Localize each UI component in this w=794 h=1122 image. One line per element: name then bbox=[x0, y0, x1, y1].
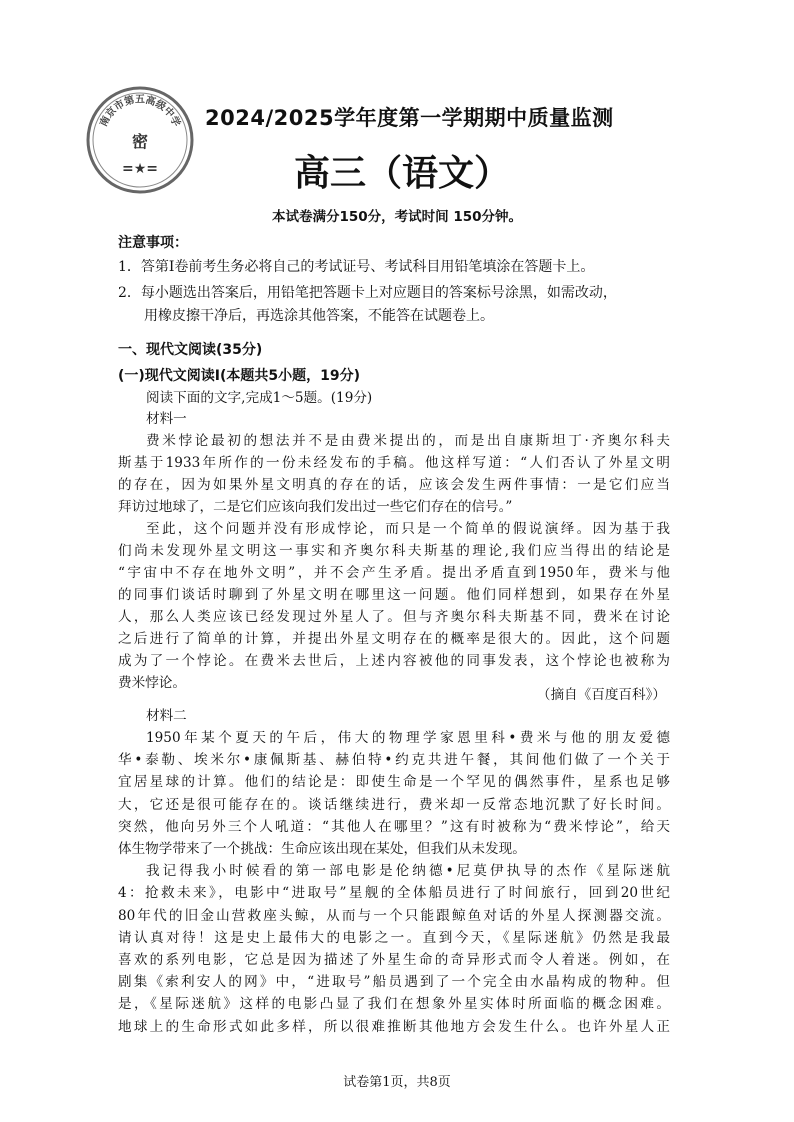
paragraph-line: 喜欢的系列电影，它总是因为描述了外星生命的奇异形式而令人着迷。例如，在 bbox=[118, 952, 670, 969]
paragraph-line: 人，那么人类应该已经发现过外星人了。但与齐奥尔科夫斯基不同，费米在讨论 bbox=[118, 609, 670, 625]
page-footer: 试卷第1页，共8页 bbox=[343, 1075, 451, 1090]
score-time-note: 本试卷满分150分，考试时间 150分钟。 bbox=[271, 209, 523, 225]
paragraph-line: 我记得我小时候看的第一部电影是伦纳德•尼莫伊执导的杰作《星际迷航 bbox=[146, 863, 670, 880]
material1-body bbox=[118, 430, 670, 694]
paragraph-line: 之后进行了简单的计算，并提出外星文明存在的概率是很大的。因此，这个问题 bbox=[118, 631, 670, 647]
paragraph-line: 大，它还是很可能存在的。谈话继续进行，费米却一反常态地沉默了好长时间。 bbox=[118, 796, 670, 813]
seal-center-text: 密 bbox=[131, 132, 149, 151]
section-heading: 一、现代文阅读(35分) bbox=[118, 342, 263, 358]
sub-section-heading: (一)现代文阅读Ⅰ(本题共5小题，19分) bbox=[118, 368, 361, 384]
material2-label: 材料二 bbox=[146, 708, 187, 724]
paragraph-line: 拜访过地球了，二是它们应该向我们发出过一些它们存在的信号。” bbox=[118, 499, 513, 515]
paragraph-line: 的同事们谈话时聊到了外星文明在哪里这一问题。他们同样想到，如果存在外星 bbox=[118, 587, 670, 603]
seal-ring-text: 南京市第五高级中学 bbox=[98, 94, 182, 129]
school-seal bbox=[85, 85, 195, 195]
paragraph-line: 至此，这个问题并没有形成悖论，而只是一个简单的假说演绎。因为基于我 bbox=[146, 521, 670, 537]
notice-item-2: 2．每小题选出答案后，用铅笔把答题卡上对应题目的答案标号涂黑，如需改动， bbox=[118, 285, 617, 301]
paragraph-line: 费米悖论。 bbox=[118, 675, 186, 691]
paragraph-line: 们尚未发现外星文明这一事实和齐奥尔科夫斯基的理论,我们应当得出的结论是 bbox=[118, 543, 670, 559]
material2-body bbox=[118, 727, 670, 1038]
paragraph-line: 体生物学带来了一个挑战：生命应该出现在某处，但我们从未发现。 bbox=[118, 841, 526, 858]
exam-title: 2024/2025学年度第一学期期中质量监测 bbox=[205, 106, 614, 130]
notice-heading: 注意事项： bbox=[118, 235, 188, 251]
reading-instruction: 阅读下面的文字,完成1～5题。(19分) bbox=[146, 390, 373, 406]
paragraph-line: 斯基于1933年所作的一份未经发布的手稿。他这样写道：“人们否认了外星文明 bbox=[118, 455, 670, 471]
paragraph-line: “宇宙中不存在地外文明”，并不会产生矛盾。提出矛盾直到1950年，费米与他 bbox=[118, 565, 670, 581]
notice-item-1: 1．答第Ⅰ卷前考生务必将自己的考试证号、考试科目用铅笔填涂在答题卡上。 bbox=[118, 259, 595, 275]
paragraph-line: 宜居星球的计算。他们的结论是：即使生命是一个罕见的偶然事件，星系也足够 bbox=[118, 774, 670, 791]
notice-item-2-cont: 用橡皮擦干净后，再选涂其他答案，不能答在试题卷上。 bbox=[144, 308, 494, 324]
paragraph-line: 剧集《索利安人的网》中，“进取号”船员遇到了一个完全由水晶构成的物种。但 bbox=[118, 974, 670, 991]
subject-title: 高三（语文） bbox=[294, 153, 511, 194]
paragraph-line: 华•泰勒、埃米尔•康佩斯基、赫伯特•约克共进午餐，其间他们做了一个关于 bbox=[118, 752, 670, 769]
paragraph-line: 请认真对待！这是史上最伟大的电影之一。直到今天，《星际迷航》仍然是我最 bbox=[118, 929, 670, 946]
paragraph-line: 是，《星际迷航》这样的电影凸显了我们在想象外星实体时所面临的概念困难。 bbox=[118, 996, 670, 1013]
material1-label: 材料一 bbox=[146, 411, 187, 427]
paragraph-line: 1950年某个夏天的午后，伟大的物理学家恩里科•费米与他的朋友爱德 bbox=[146, 730, 670, 746]
paragraph-line: 突然，他向另外三个人吼道：“其他人在哪里？”这有时被称为“费米悖论”，给天 bbox=[118, 818, 670, 835]
paragraph-line: 地球上的生命形式如此多样，所以很难推断其他地方会发生什么。也许外星人正 bbox=[118, 1018, 670, 1035]
paragraph-line: 成为了一个悖论。在费米去世后，上述内容被他的同事发表，这个悖论也被称为 bbox=[118, 653, 670, 669]
paragraph-line: 80年代的旧金山营救座头鲸，从而与一个只能跟鲸鱼对话的外星人探测器交流。 bbox=[118, 907, 670, 924]
paragraph-line: 4：抢救未来》，电影中“进取号”星舰的全体船员进行了时间旅行，回到20世纪 bbox=[118, 885, 670, 902]
paragraph-line: 的存在，因为如果外星文明真的存在的话，应该会发生两件事情：一是它们应当 bbox=[118, 477, 670, 493]
material1-source: （摘自《百度百科》） bbox=[536, 687, 666, 703]
seal-star-mark: =★= bbox=[121, 161, 159, 177]
paragraph-line: 费米悖论最初的想法并不是由费米提出的，而是出自康斯坦丁·齐奥尔科夫 bbox=[146, 433, 670, 449]
